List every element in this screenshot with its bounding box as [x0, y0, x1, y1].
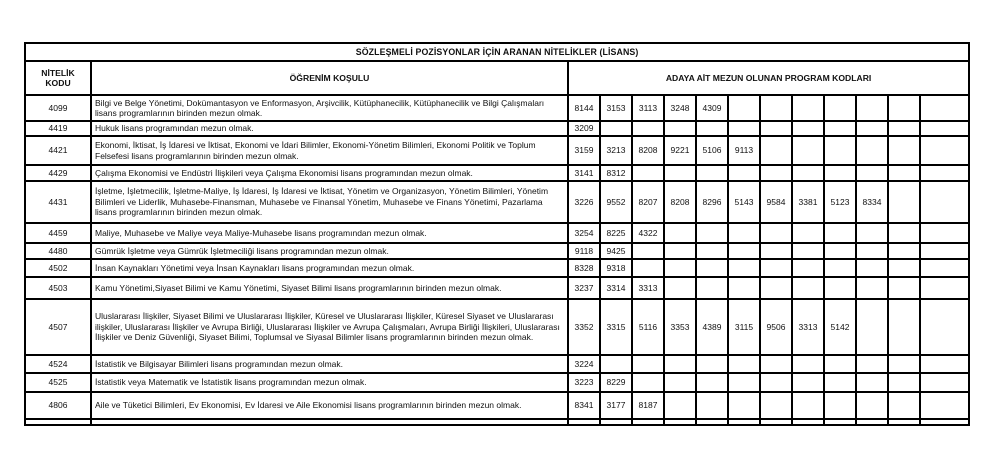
program-code: 3248 [664, 95, 696, 121]
program-code [888, 392, 920, 419]
program-code [824, 419, 856, 425]
program-code [760, 121, 792, 136]
program-code: 3254 [568, 223, 600, 243]
program-code [760, 223, 792, 243]
program-code [728, 355, 760, 373]
column-header-row [25, 61, 969, 95]
program-code: 8328 [568, 259, 600, 277]
program-code [824, 136, 856, 165]
program-code [696, 121, 728, 136]
requirement-text: Çalışma Ekonomisi ve Endüstri İlişkileri veya Çalışma Ekonomisi lisans programından mezun olmak. [91, 165, 568, 181]
program-code [728, 373, 760, 392]
program-code [792, 392, 824, 419]
table-row [25, 121, 969, 136]
program-code: 8312 [600, 165, 632, 181]
program-code [728, 392, 760, 419]
table-body [25, 95, 969, 425]
program-code [664, 259, 696, 277]
table-title: SÖZLEŞMELİ POZİSYONLAR İÇİN ARANAN NİTELİKLER (LİSANS) [25, 43, 969, 61]
program-code [760, 277, 792, 299]
program-code: 5123 [824, 181, 856, 223]
program-code [920, 95, 969, 121]
qualification-code: 4525 [25, 373, 91, 392]
program-code [824, 243, 856, 259]
program-code [920, 259, 969, 277]
program-code [632, 243, 664, 259]
program-code [728, 95, 760, 121]
program-code [760, 95, 792, 121]
program-code: 4322 [632, 223, 664, 243]
table-row [25, 299, 969, 355]
qualification-code: 4419 [25, 121, 91, 136]
program-code [568, 419, 600, 425]
requirement-text: İşletme, İşletmecilik, İşletme-Maliye, İş İdaresi, İş İdaresi ve İktisat, Yönetim ve Organizasyon, Yönetim Bilimleri, Yönetim Bilimleri ve Liderlik, Muhasebe-Finansman, Muhasebe ve Finansal Yönetim, Muhasebe ve Finans Yönetimi, Pazarlama lisans programlarının birinden mezun olmak. [91, 181, 568, 223]
program-code: 9113 [728, 136, 760, 165]
program-code [888, 299, 920, 355]
program-code [888, 419, 920, 425]
program-code: 5116 [632, 299, 664, 355]
program-code [920, 243, 969, 259]
program-code [760, 165, 792, 181]
qualifications-table-container [24, 42, 968, 426]
table-row [25, 277, 969, 299]
program-code: 3313 [632, 277, 664, 299]
program-code [824, 121, 856, 136]
program-code [792, 355, 824, 373]
program-code [728, 165, 760, 181]
program-code [792, 136, 824, 165]
program-code [888, 223, 920, 243]
table-row [25, 136, 969, 165]
program-code [600, 419, 632, 425]
program-code: 5142 [824, 299, 856, 355]
program-code: 8334 [856, 181, 888, 223]
header-education-requirement: ÖĞRENİM KOŞULU [91, 61, 568, 95]
program-code: 3213 [600, 136, 632, 165]
program-code [760, 259, 792, 277]
table-row [25, 355, 969, 373]
program-code [760, 136, 792, 165]
program-code: 3113 [632, 95, 664, 121]
program-code [824, 223, 856, 243]
program-code: 3177 [600, 392, 632, 419]
program-code [792, 259, 824, 277]
program-code [824, 277, 856, 299]
table-row [25, 165, 969, 181]
program-code [920, 223, 969, 243]
program-code [664, 121, 696, 136]
program-code [792, 165, 824, 181]
program-code [856, 373, 888, 392]
program-code [824, 355, 856, 373]
requirement-text: Gümrük İşletme veya Gümrük İşletmeciliği lisans programından mezun olmak. [91, 243, 568, 259]
program-code [696, 392, 728, 419]
program-code [920, 299, 969, 355]
program-code [888, 355, 920, 373]
program-code: 3141 [568, 165, 600, 181]
table-row [25, 95, 969, 121]
program-code [888, 95, 920, 121]
program-code: 8208 [664, 181, 696, 223]
program-code [856, 223, 888, 243]
qualification-code: 4806 [25, 392, 91, 419]
program-code [760, 243, 792, 259]
requirement-text: İstatistik veya Matematik ve İstatistik lisans programından mezun olmak. [91, 373, 568, 392]
qualification-code: 4459 [25, 223, 91, 243]
program-code: 3223 [568, 373, 600, 392]
table-row [25, 392, 969, 419]
program-code: 8144 [568, 95, 600, 121]
program-code: 9318 [600, 259, 632, 277]
program-code: 3159 [568, 136, 600, 165]
program-code: 8296 [696, 181, 728, 223]
program-code [920, 355, 969, 373]
program-code [824, 392, 856, 419]
program-code: 9584 [760, 181, 792, 223]
program-code [696, 277, 728, 299]
program-code [664, 419, 696, 425]
program-code [664, 165, 696, 181]
requirement-text: Hukuk lisans programından mezun olmak. [91, 121, 568, 136]
program-code: 9552 [600, 181, 632, 223]
program-code [600, 121, 632, 136]
requirement-text: İnsan Kaynakları Yönetimi veya İnsan Kaynakları lisans programından mezun olmak. [91, 259, 568, 277]
program-code: 3381 [792, 181, 824, 223]
program-code [792, 243, 824, 259]
program-code [760, 419, 792, 425]
program-code [856, 392, 888, 419]
requirement-text: Kamu Yönetimi,Siyaset Bilimi ve Kamu Yönetimi, Siyaset Bilimi lisans programlarının birinden mezun olmak. [91, 277, 568, 299]
program-code [888, 243, 920, 259]
program-code [728, 277, 760, 299]
program-code: 4309 [696, 95, 728, 121]
program-code: 8229 [600, 373, 632, 392]
program-code: 3224 [568, 355, 600, 373]
program-code [920, 181, 969, 223]
program-code [632, 373, 664, 392]
program-code [856, 419, 888, 425]
requirement-text: Uluslararası İlişkiler, Siyaset Bilimi ve Uluslararası İlişkiler, Küresel ve Uluslararası İlişkiler, Küresel Siyaset ve Uluslararası ilişkiler, Uluslararası İlişkiler ve Avrupa Birliği, Uluslararası İlişkiler ve Avrupa Çalışmaları, Avrupa Birliği İlişkileri, Uluslararası İlişkiler ve Deniz Güvenliği, Siyaset Bilimi, Toplumsal ve Siyasal Bilimler lisans programlarının birinden mezun olmak. [91, 299, 568, 355]
program-code [696, 419, 728, 425]
title-row [25, 43, 969, 61]
header-program-codes: ADAYA AİT MEZUN OLUNAN PROGRAM KODLARI [568, 61, 969, 95]
program-code [824, 373, 856, 392]
program-code [696, 259, 728, 277]
program-code [856, 355, 888, 373]
program-code [728, 121, 760, 136]
program-code [664, 355, 696, 373]
program-code: 9221 [664, 136, 696, 165]
requirement-text: Bilgi ve Belge Yönetimi, Dokümantasyon ve Enformasyon, Arşivcilik, Kütüphanecilik, Kütüphanecilik ve Bilgi Çalışmaları lisans programlarının birinden mezun olmak. [91, 95, 568, 121]
requirement-text: Aile ve Tüketici Bilimleri, Ev Ekonomisi, Ev İdaresi ve Aile Ekonomisi lisans programlarının birinden mezun olmak. [91, 392, 568, 419]
program-code: 3226 [568, 181, 600, 223]
program-code [664, 243, 696, 259]
program-code [920, 136, 969, 165]
program-code [888, 136, 920, 165]
program-code [888, 277, 920, 299]
program-code: 8225 [600, 223, 632, 243]
table-header [25, 43, 969, 95]
qualifications-table [24, 42, 970, 426]
program-code [632, 165, 664, 181]
program-code [696, 165, 728, 181]
program-code: 3153 [600, 95, 632, 121]
program-code [824, 259, 856, 277]
program-code [920, 392, 969, 419]
program-code: 3352 [568, 299, 600, 355]
program-code [760, 373, 792, 392]
program-code [696, 355, 728, 373]
program-code: 9425 [600, 243, 632, 259]
program-code [856, 277, 888, 299]
qualification-code: 4431 [25, 181, 91, 223]
program-code [856, 136, 888, 165]
program-code [792, 419, 824, 425]
program-code [856, 121, 888, 136]
program-code: 5106 [696, 136, 728, 165]
program-code: 3313 [792, 299, 824, 355]
program-code [920, 165, 969, 181]
program-code [728, 223, 760, 243]
program-code [728, 259, 760, 277]
qualification-code [25, 419, 91, 425]
table-row [25, 373, 969, 392]
qualification-code: 4524 [25, 355, 91, 373]
requirement-text [91, 419, 568, 425]
program-code: 9118 [568, 243, 600, 259]
program-code [856, 243, 888, 259]
table-row [25, 181, 969, 223]
program-code [920, 277, 969, 299]
program-code [888, 181, 920, 223]
program-code [792, 223, 824, 243]
program-code: 4389 [696, 299, 728, 355]
program-code: 3237 [568, 277, 600, 299]
program-code [664, 223, 696, 243]
program-code [792, 277, 824, 299]
program-code: 3209 [568, 121, 600, 136]
program-code [888, 373, 920, 392]
header-qualification-code: NİTELİK KODU [25, 61, 91, 95]
requirement-text: İstatistik ve Bilgisayar Bilimleri lisans programından mezun olmak. [91, 355, 568, 373]
program-code [600, 355, 632, 373]
qualification-code: 4507 [25, 299, 91, 355]
program-code [760, 355, 792, 373]
program-code [824, 165, 856, 181]
program-code [856, 95, 888, 121]
program-code: 9506 [760, 299, 792, 355]
table-row [25, 243, 969, 259]
program-code [664, 277, 696, 299]
program-code [792, 373, 824, 392]
qualification-code: 4429 [25, 165, 91, 181]
table-row [25, 419, 969, 425]
program-code: 8208 [632, 136, 664, 165]
program-code [632, 259, 664, 277]
program-code [664, 373, 696, 392]
program-code [920, 373, 969, 392]
program-code [824, 95, 856, 121]
program-code: 8207 [632, 181, 664, 223]
qualification-code: 4503 [25, 277, 91, 299]
program-code [664, 392, 696, 419]
program-code [920, 419, 969, 425]
qualification-code: 4480 [25, 243, 91, 259]
program-code [728, 419, 760, 425]
qualification-code: 4421 [25, 136, 91, 165]
program-code: 5143 [728, 181, 760, 223]
program-code [856, 299, 888, 355]
program-code [632, 355, 664, 373]
program-code [760, 392, 792, 419]
table-row [25, 223, 969, 243]
program-code [696, 243, 728, 259]
program-code [696, 223, 728, 243]
program-code [792, 121, 824, 136]
qualification-code: 4099 [25, 95, 91, 121]
table-row [25, 259, 969, 277]
requirement-text: Ekonomi, İktisat, İş İdaresi ve İktisat, Ekonomi ve İdari Bilimler, Ekonomi-Yönetim Bilimleri, Ekonomi Politik ve Toplum Felsefesi lisans programlarının birinden mezun olmak. [91, 136, 568, 165]
program-code [888, 121, 920, 136]
program-code [728, 243, 760, 259]
requirement-text: Maliye, Muhasebe ve Maliye veya Maliye-Muhasebe lisans programından mezun olmak. [91, 223, 568, 243]
program-code: 8187 [632, 392, 664, 419]
program-code: 8341 [568, 392, 600, 419]
program-code [888, 165, 920, 181]
program-code: 3115 [728, 299, 760, 355]
program-code: 3315 [600, 299, 632, 355]
program-code: 3353 [664, 299, 696, 355]
qualification-code: 4502 [25, 259, 91, 277]
program-code [920, 121, 969, 136]
program-code [792, 95, 824, 121]
program-code [632, 121, 664, 136]
program-code [856, 165, 888, 181]
program-code: 3314 [600, 277, 632, 299]
program-code [632, 419, 664, 425]
program-code [856, 259, 888, 277]
program-code [888, 259, 920, 277]
program-code [696, 373, 728, 392]
